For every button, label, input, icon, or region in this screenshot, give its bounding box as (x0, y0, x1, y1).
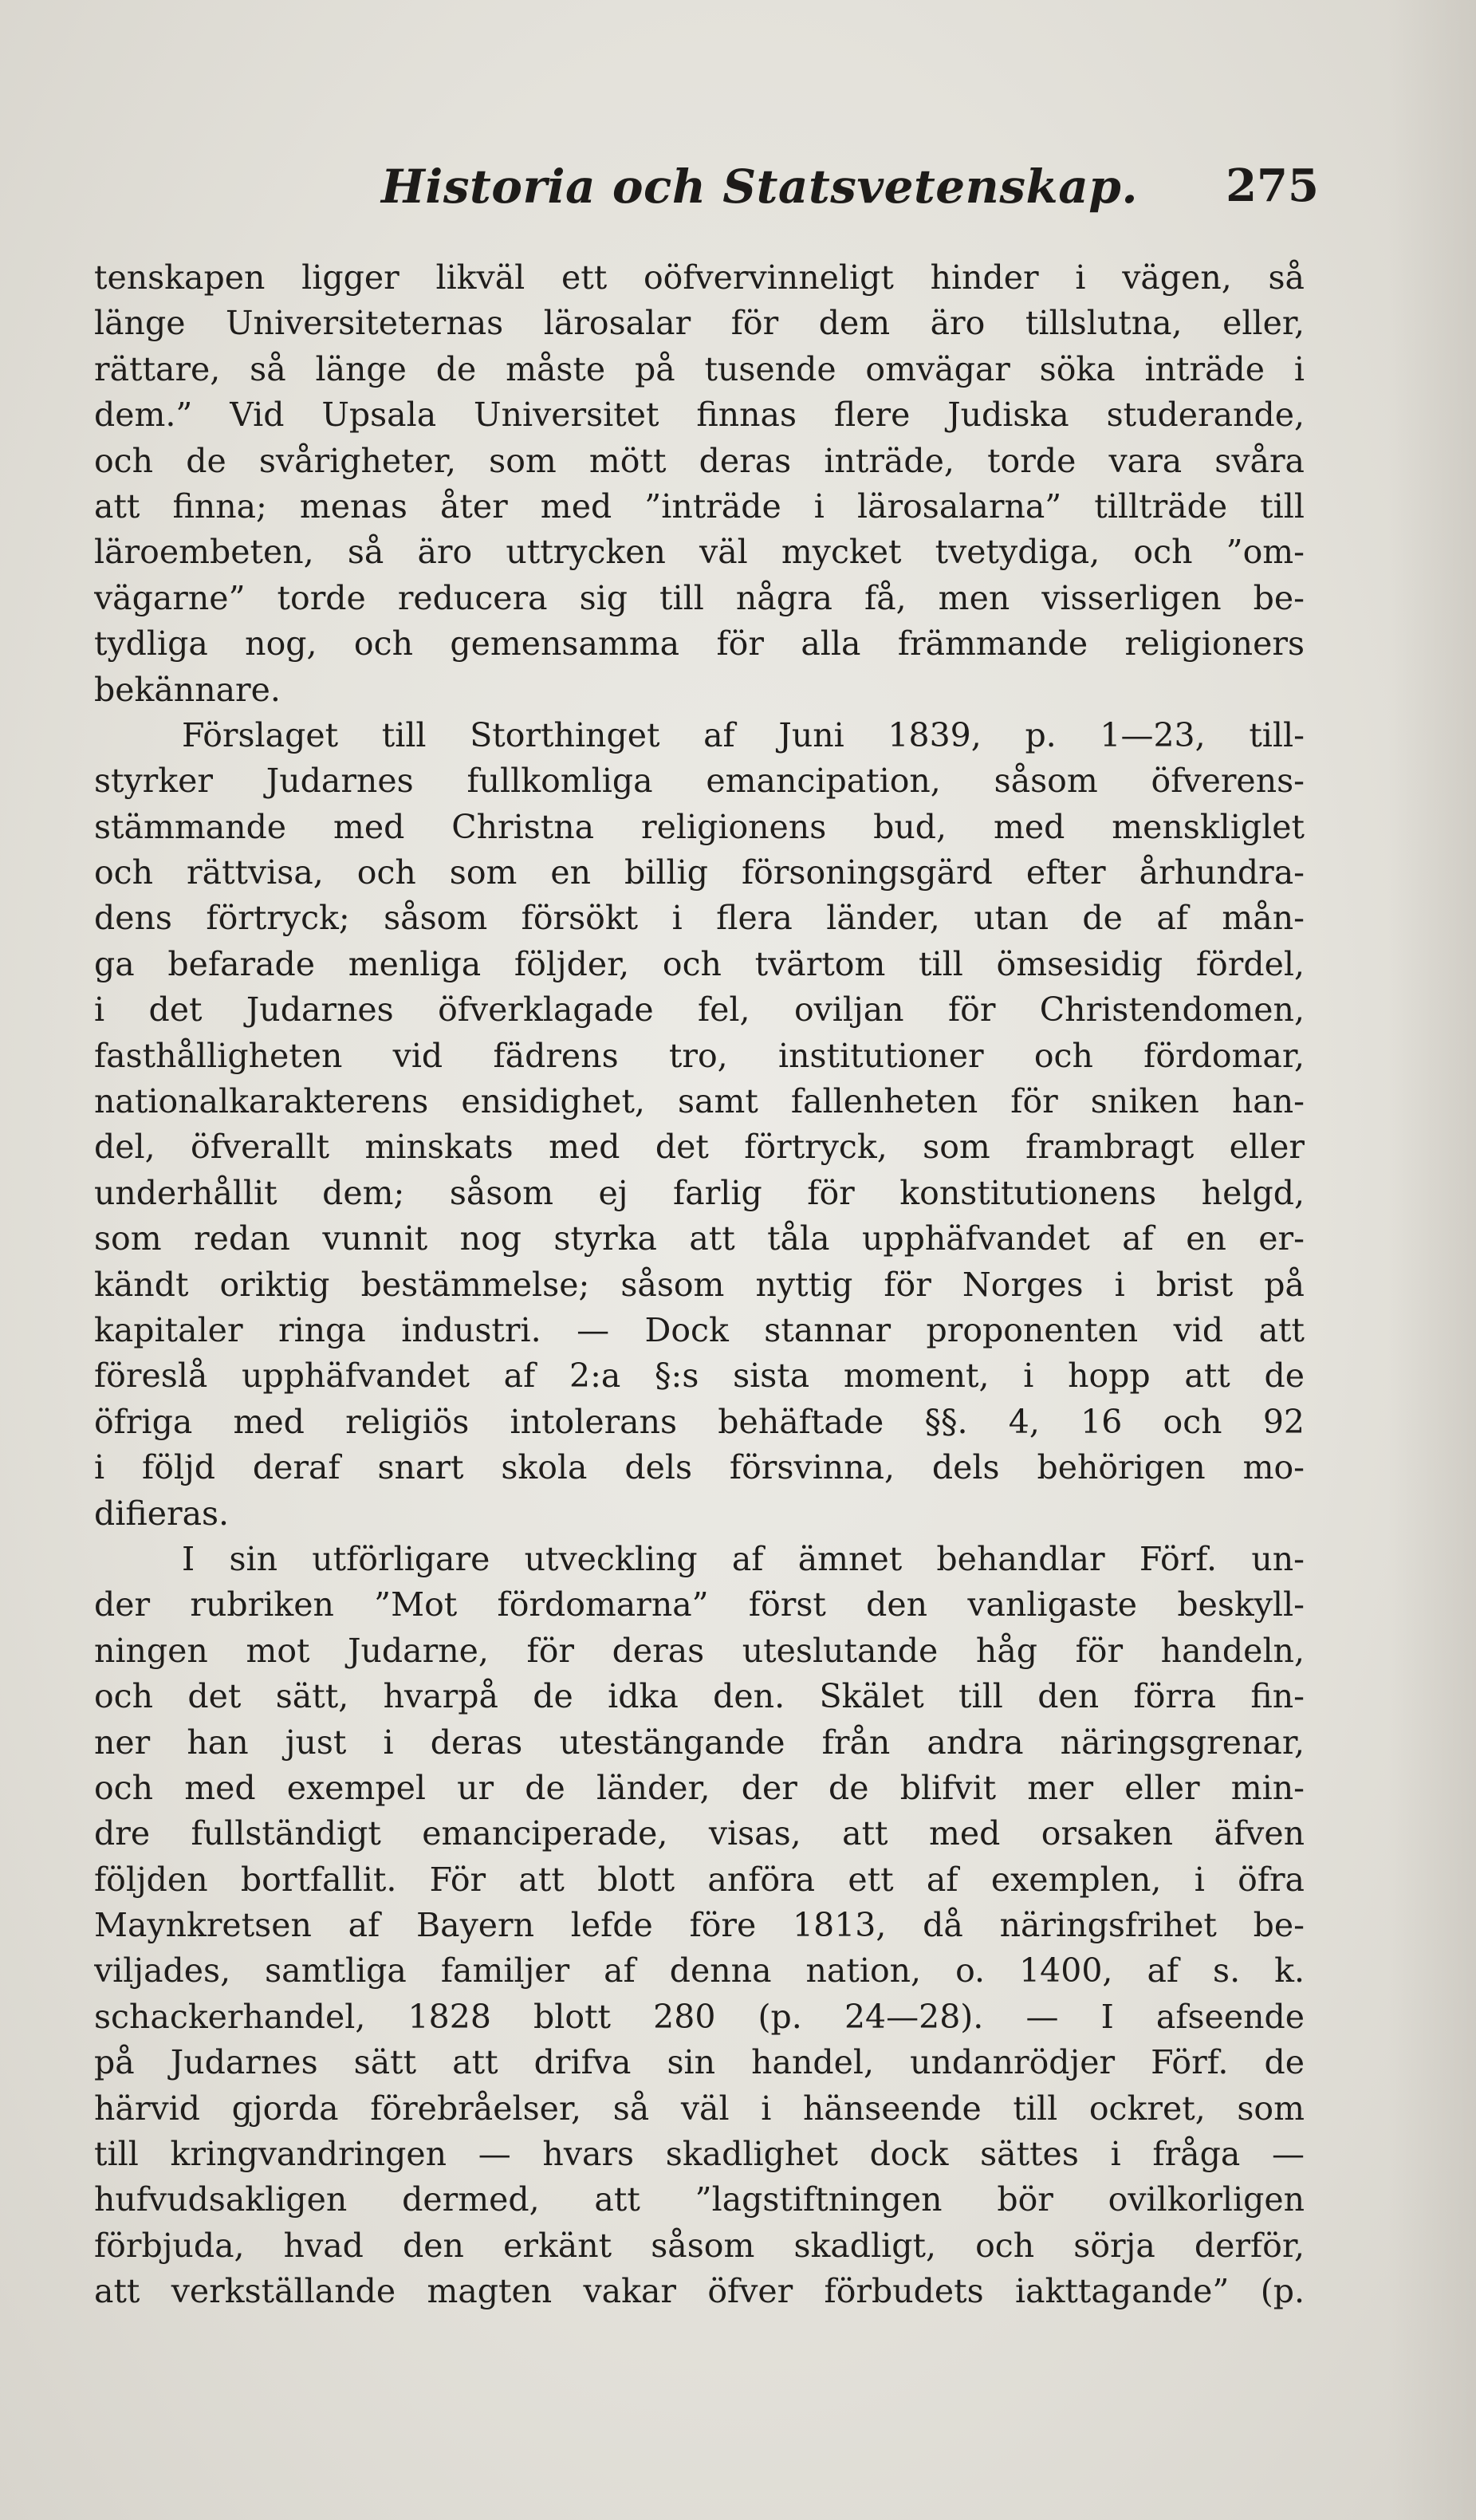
text-line: som redan vunnit nog styrka att tåla upphäfvandet af en er- (94, 1219, 1305, 1258)
text-line: på Judarnes sätt att drifva sin handel, undanrödjer Förf. de (94, 2043, 1305, 2082)
text-line: dre fullständigt emanciperade, visas, att med orsaken äfven (94, 1814, 1305, 1853)
text-line: läroembeten, så äro uttrycken väl mycket tvetydiga, och ”om- (94, 533, 1305, 572)
text-line: der rubriken ”Mot fördomarna” först den vanligaste beskyll- (94, 1585, 1305, 1624)
text-line: fasthålligheten vid fädrens tro, institutioner och fördomar, (94, 1036, 1305, 1075)
text-line: schackerhandel, 1828 blott 280 (p. 24—28). — I afseende (94, 1997, 1305, 2036)
text-line: länge Universiteternas lärosalar för dem äro tillslutna, eller, (94, 304, 1305, 343)
text-line: att finna; menas åter med ”inträde i lärosalarna” tillträde till (94, 486, 1305, 526)
text-line: och de svårigheter, som mött deras inträde, torde vara svåra (94, 441, 1305, 480)
text-line: tenskapen ligger likväl ett oöfvervinneligt hinder i vägen, så (94, 258, 1305, 297)
text-line: och med exempel ur de länder, der de blifvit mer eller min- (94, 1768, 1305, 1807)
text-line: i följd deraf snart skola dels försvinna, dels behörigen mo- (94, 1448, 1305, 1487)
page-number: 275 (1226, 159, 1319, 212)
text-line: kändt oriktig bestämmelse; såsom nyttig för Norges i brist på (94, 1265, 1305, 1304)
text-line: Maynkretsen af Bayern lefde före 1813, då näringsfrihet be- (94, 1906, 1305, 1945)
text-line: underhållit dem; såsom ej farlig för konstitutionens helgd, (94, 1173, 1305, 1212)
body-text (94, 255, 1305, 2315)
text-line: bekännare. (94, 670, 281, 709)
text-line: kapitaler ringa industri. — Dock stannar proponenten vid att (94, 1310, 1305, 1349)
text-line: I sin utförligare utveckling af ämnet behandlar Förf. un- (182, 1539, 1305, 1578)
text-line: Förslaget till Storthinget af Juni 1839, p. 1—23, till- (182, 715, 1305, 754)
text-line: följden bortfallit. För att blott anföra ett af exemplen, i öfra (94, 1860, 1305, 1899)
text-line: öfriga med religiös intolerans behäftade §§. 4, 16 och 92 (94, 1402, 1305, 1441)
text-line: viljades, samtliga familjer af denna nation, o. 1400, af s. k. (94, 1951, 1305, 1990)
text-line: nationalkarakterens ensidighet, samt fallenheten för sniken han- (94, 1082, 1305, 1121)
text-line: hufvudsakligen dermed, att ”lagstiftningen bör ovilkorligen (94, 2180, 1305, 2219)
text-line: och det sätt, hvarpå de idka den. Skälet till den förra fin- (94, 1677, 1305, 1716)
text-line: del, öfverallt minskats med det förtryck, som frambragt eller (94, 1128, 1305, 1167)
text-line: dem.” Vid Upsala Universitet finnas flere Judiska studerande, (94, 396, 1305, 435)
text-line: dens förtryck; såsom försökt i flera länder, utan de af mån- (94, 899, 1305, 938)
text-line: föreslå upphäfvandet af 2:a §:s sista moment, i hopp att de (94, 1356, 1305, 1396)
text-line: förbjuda, hvad den erkänt såsom skadligt, och sörja derför, (94, 2226, 1305, 2265)
text-line: i det Judarnes öfverklagade fel, oviljan för Christendomen, (94, 990, 1305, 1030)
text-line: tydliga nog, och gemensamma för alla främmande religioners (94, 624, 1305, 663)
page-header (94, 159, 1319, 215)
text-line: stämmande med Christna religionens bud, med menskliglet (94, 807, 1305, 846)
text-line: vägarne” torde reducera sig till några få, men visserligen be- (94, 578, 1305, 617)
text-line: difieras. (94, 1494, 230, 1533)
text-line: att verkställande magten vakar öfver förbudets iakttagande” (p. (94, 2272, 1305, 2311)
running-title: Historia och Statsvetenskap. (381, 159, 1139, 214)
text-line: och rättvisa, och som en billig försoningsgärd efter århundra- (94, 853, 1305, 892)
text-line: rättare, så länge de måste på tusende omvägar söka inträde i (94, 349, 1305, 388)
text-line: ner han just i deras utestängande från andra näringsgrenar, (94, 1723, 1305, 1762)
text-line: härvid gjorda förebråelser, så väl i hänseende till ockret, som (94, 2089, 1305, 2128)
text-line: ningen mot Judarne, för deras uteslutande håg för handeln, (94, 1631, 1305, 1670)
text-line: styrker Judarnes fullkomliga emancipation, såsom öfverens- (94, 762, 1305, 801)
text-line: ga befarade menliga följder, och tvärtom till ömsesidig fördel, (94, 944, 1305, 983)
text-line: till kringvandringen — hvars skadlighet dock sättes i fråga — (94, 2135, 1305, 2174)
